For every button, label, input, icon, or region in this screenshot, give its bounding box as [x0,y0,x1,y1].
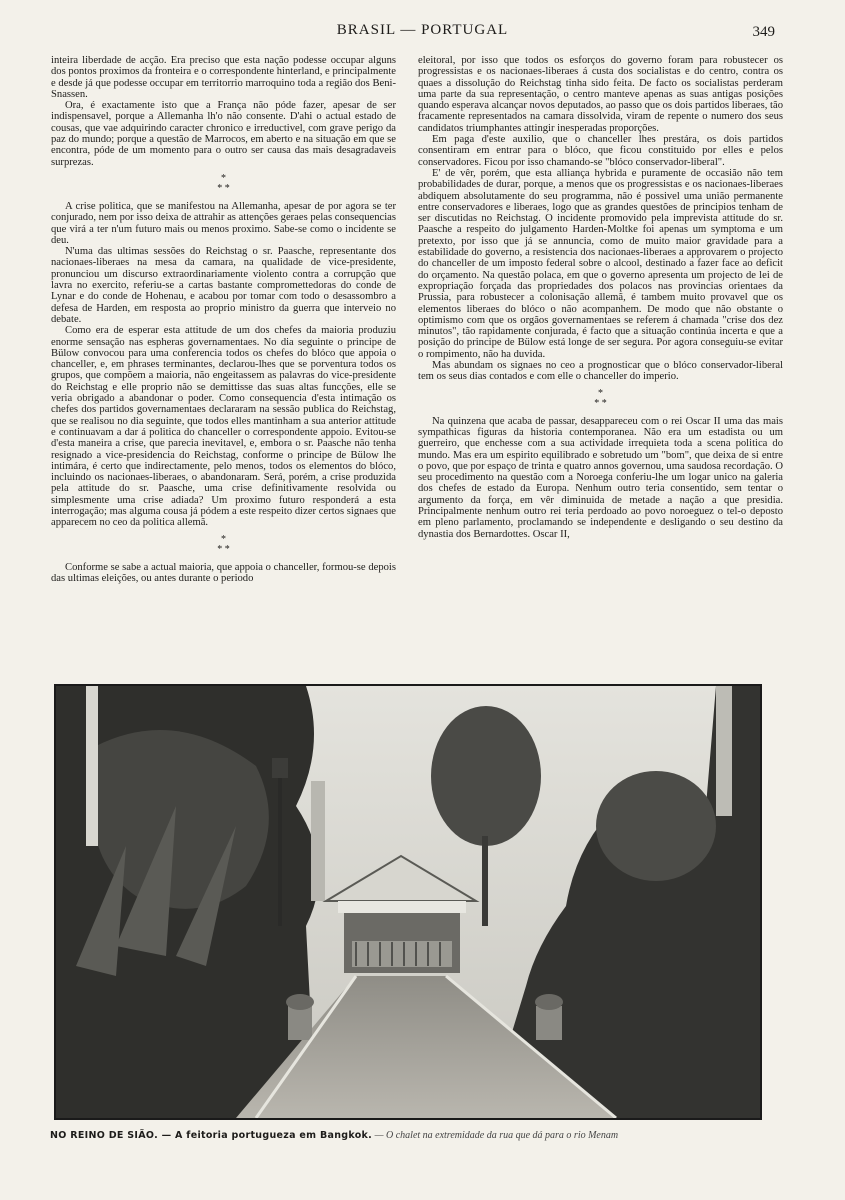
section-separator [51,535,396,555]
paragraph: Ora, é exactamente isto que a França não póde fazer, apesar de ser indispensavel, porque a Allemanha lh'o não consente. D'ahi o actual estado de cousas, que vae adquirindo caracter chronico e irreductivel, com grave perigo da paz do mundo; porque a questão de Marrocos, em aberto e na situação em que se encontra, póde de um momento para o outro ser causa das mais desagradaveis surprezas. [51,100,396,168]
caption-title: NO REINO DE SIÃO. — A feitoria portugueza em Bangkok. [50,1130,373,1141]
paragraph: Na quinzena que acaba de passar, desappareceu com o rei Oscar II uma das mais sympathicas figuras da historia contemporanea. Não era um estadista ou um guerreiro, que enchesse com a sua actividade irrequieta toda a scena politica do mundo. Mas era um espirito equilibrado e sobretudo um "bom", que deixa de si entre o povo, que por espaço de trinta e quatro annos governou, uma saudosa recordação. O seu procedimento na questão com a Noroega conferiu-lhe um logar unico na galeria dos chefes de estado da Europa. Nenhum outro teria consentido, sem tentar o argumento da força, em vêr diminuida de metade a nação a que presidia. Principalmente nenhum outro rei teria perdoado ao povo noroeguez o tel-o deposto em pleno parlamento, proclamando se independente e desligando o seu destino da dynastia dos Bernardottes. Oscar II, [418,415,783,540]
palm-trunk [716,686,732,816]
chimney [311,781,325,901]
paragraph: N'uma das ultimas sessões do Reichstag o sr. Paasche, representante dos nacionaes-liberaes na mesa da camara, na qualidade de vice-presidente, pronunciou um discurso extraordinariamente violento contra a corrupção que lavra no exercito, referiu-se a cartas bastante compromettedoras do conde de Lynar e do conde de Hohenau, e acabou por tomar com todo o desassombro a defesa de Harden, em resposta ao proprio ministro da guerra que interveio no debate. [51,246,396,325]
chalet-railing [352,941,452,967]
paragraph: Conforme se sabe a actual maioria, que appoia o chanceller, formou-se depois das ultimas eleições, ou antes durante o periodo [51,561,396,584]
page-header [0,22,845,42]
separator-stars-bottom: * * [594,397,607,409]
lamp-post [278,766,282,926]
paragraph: inteira liberdade de acção. Era preciso que esta nação podesse occupar alguns dos pontos proximos da fronteira e o correspondente hinterland, e principalmente e desde já que podesse occupar em territorrio marroquino toda a região dos Beni-Snassen. [51,55,396,100]
separator-stars-top: * [598,387,603,399]
separator-stars-bottom: * * [217,182,230,194]
photograph-bangkok-chalet [54,684,762,1120]
separator-stars-top: * [221,172,226,184]
planter-pot [535,994,563,1010]
separator-stars-bottom: * * [217,543,230,555]
running-title: BRASIL — PORTUGAL [336,22,509,38]
tree-trunk [86,686,98,846]
photo-caption [50,1130,795,1141]
paragraph: eleitoral, por isso que todos os esforços do governo foram para robustecer os progressistas e os nacionaes-liberaes á custa dos socialistas e do centro, contra os quaes a dissolução do Reichstag tinha sido feita. De facto os socialistas perderam uma parte da sua representação, o centro manteve apenas as suas antigas posições quando esperava alcançar novos deputados, ao passo que os dois partidos liberaes, tão fracamente representados na camara dissolvida, viram de repente o numero dos seus candidatos triumphantes attingir inesperadas proporções. [418,55,783,134]
planter [288,1006,312,1040]
separator-stars-top: * [221,533,226,545]
right-tree [596,771,716,881]
paragraph: Mas abundam os signaes no ceo a prognosticar que o blóco conservador-liberal tem os seus dias contados e com elle o chanceller do imperio. [418,360,783,383]
chalet-eave [338,901,466,913]
photo-illustration [56,686,760,1118]
left-column [51,55,396,680]
planter [536,1006,562,1040]
right-column [418,55,783,680]
page-number: 349 [752,24,775,40]
paragraph: Como era de esperar esta attitude de um dos chefes da maioria produziu enorme sensação nas espheras governamentaes. No dia seguinte o principe de Bülow convocou para uma conferencia todos os chefes do blóco que appoia o chanceller, e, em phrases terminantes, declarou-lhes que se porventura todos os grupos, que compõem a maioria, não engeitassem as palavras do vice-presidente do Reichstag e elle proprio não se demittisse das suas altas funcções, elle se veria obrigado a abandonar o poder. Como consequencia d'esta intimação os chefes dos partidos governamentaes declararam na sessão publica do Reichstag, que se realisou no dia seguinte, que todos elles mantinham a sua anterior attitude e continuavam a dar á politica do chanceller o correspondente appoio. Evitou-se d'esta maneira a crise, que parecia inevitavel, e, embora o sr. Paasche não tenha resignado a vice-presidencia do Reichstag, conforme o principe de Bülow lhe intimára, é certo que indirectamente, pelo menos, todos os elementos do blóco, incluindo os nacionaes-liberaes, o abandonaram. Será, porém, a crise produzida pela attitude do sr. Paasche, uma crise definitivamente resolvida ou simplesmente uma crise adiada? Um proximo futuro responderá a esta interrogação; mas alguma cousa já pódem a este respeito dizer certos signaes que apparecem no ceo da politica allemã. [51,325,396,529]
tree [431,706,541,846]
paragraph: A crise politica, que se manifestou na Allemanha, apesar de por agora se ter conjurado, nem por isso deixa de attrahir as attenções geraes pelas consequencias que virá a ter n'um futuro mais ou menos proximo. Sabe-se como o incidente se deu. [51,200,396,246]
tree-trunk [482,836,488,926]
lamp [272,758,288,778]
section-separator [418,389,783,409]
paragraph: Em paga d'este auxilio, que o chanceller lhes prestára, os dois partidos consentiram em entrar para o blóco, que ficou constituido por elles e pelos conservadores. Ficou por isso chamando-se "blóco conservador-liberal". [418,134,783,168]
planter-pot [286,994,314,1010]
paragraph: E' de vêr, porém, que esta alliança hybrida e puramente de occasião não tem probabilidades de durar, porque, a menos que os progressistas e os nacionaes-liberaes abdiquem absolutamente do seu programma, não é possivel uma união permanente entre conservadores e liberaes, logo que as grandes questões de principios tenham de ser discutidas no Reichstag. O incidente promovido pela imprevista attitude do sr. Paasche a respeito do julgamento Harden-Moltke foi apenas um symptoma e um pretexto, por isso que já se annuncia, como de muito maior gravidade para a estabilidade do governo, a resistencia dos nacionaes-liberaes a approvarem o projecto do chanceller de um imposto federal sobre o alcool, destinado a fazer face ao deficit do orçamento. Na questão polaca, em que o governo apresenta um projecto de lei de expropriação forçada das propriedades dos polacos nas provincias orientaes da Prussia, para robustecer a colonisação allemã, é tambem muito provavel que os elementos liberaes do blóco o não acompanhem. De modo que não obstante o optimismo com que os orgãos governamentaes se referem á chamada "crise dos dez minutos", tão rapidamente conjurada, é facto que a situação continúa incerta e que a posição do principe de Bülow está longe de ser segura. Por agora conseguiu-se evitar o rompimento, não ha duvida. [418,167,783,360]
caption-description: O chalet na extremidade da rua que dá para o rio Menam [386,1130,619,1141]
caption-dash: — [372,1130,386,1141]
section-separator [51,174,396,194]
